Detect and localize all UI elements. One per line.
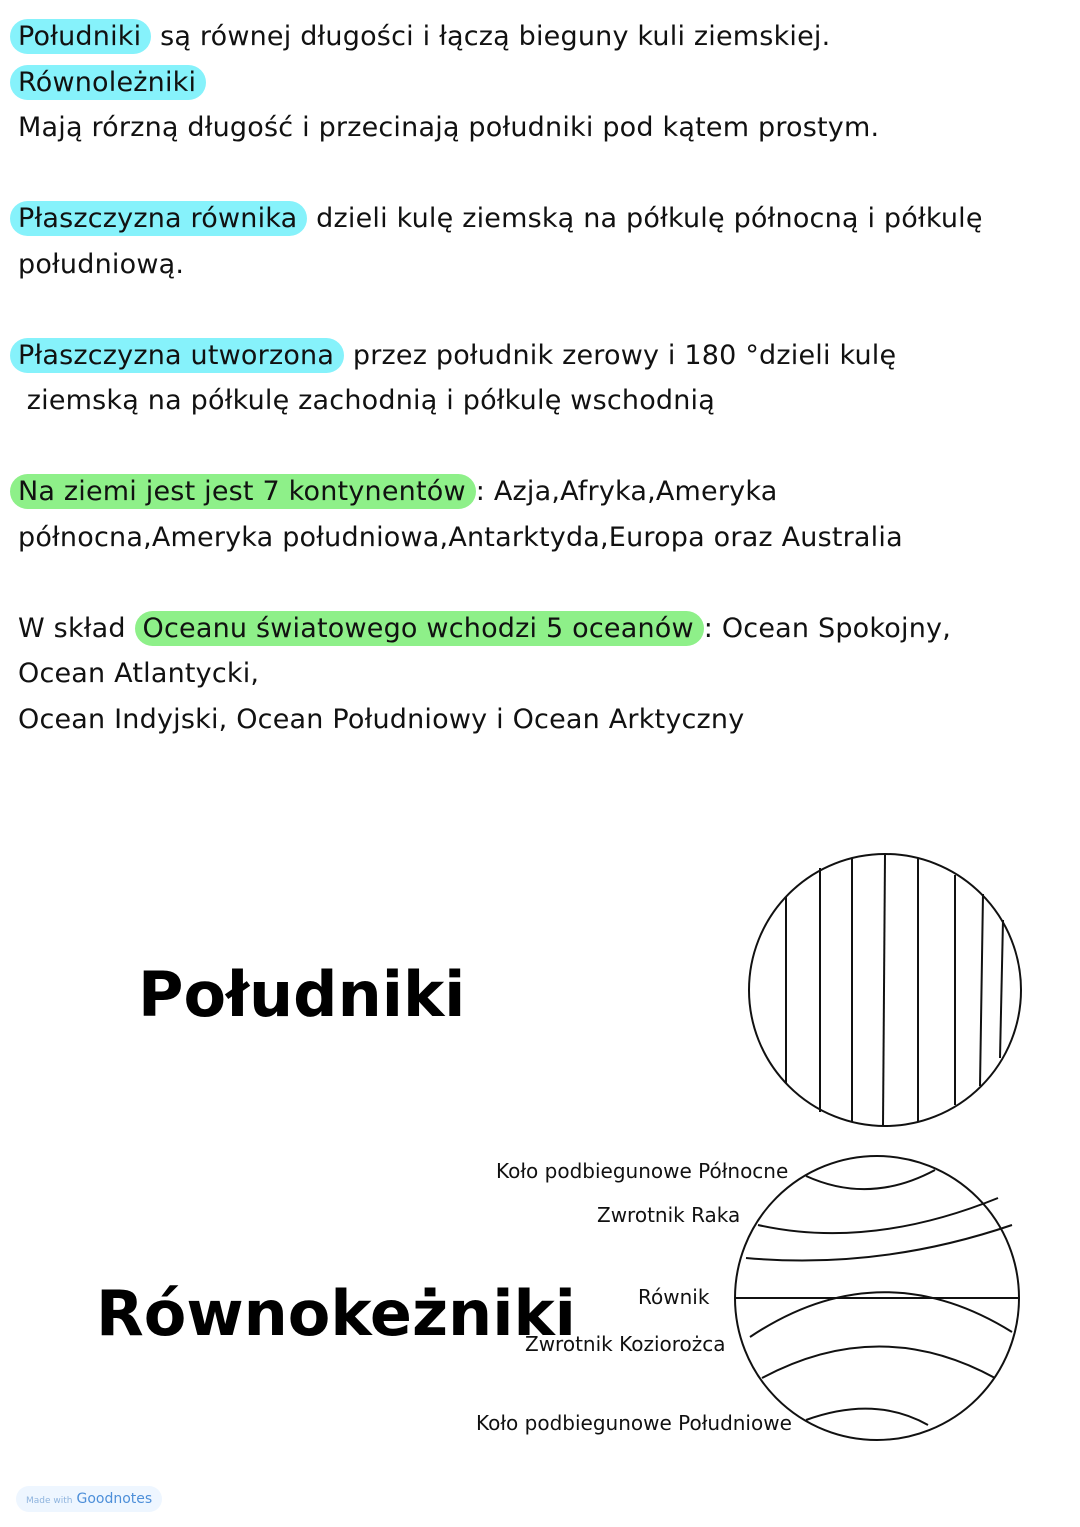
highlight-term: Płaszczyzna równika: [10, 201, 307, 236]
antarctic-circle-line: [806, 1409, 928, 1425]
label-antarctic-circle: Koło podbiegunowe Południowe: [476, 1411, 792, 1435]
text: : Azja,Afryka,Ameryka: [475, 476, 778, 507]
parallels-title: Równokeżniki: [96, 1277, 576, 1350]
tropic-capricorn-line-2: [762, 1347, 995, 1379]
badge-brand-text: Goodnotes: [76, 1491, 153, 1507]
meridians-globe: [749, 854, 1021, 1126]
text: W skład: [18, 612, 135, 644]
tropic-cancer-line: [758, 1198, 998, 1233]
label-arctic-circle: Koło podbiegunowe Północne: [496, 1159, 789, 1183]
highlight-term: Równoleżniki: [10, 65, 206, 100]
label-tropic-cancer: Zwrotnik Raka: [597, 1203, 741, 1227]
parallels-globe: [735, 1156, 1019, 1440]
highlight-term: Płaszczyzna utworzona: [10, 338, 344, 373]
goodnotes-badge: [16, 1486, 162, 1512]
line: Ocean Atlantycki,: [18, 658, 260, 689]
highlight-term: Południki: [10, 19, 151, 54]
text: przez południk zerowy i 180 °dzieli kulę: [344, 339, 897, 371]
text: : Ocean Spokojny,: [703, 612, 951, 644]
line: północna,Ameryka południowa,Antarktyda,Europa oraz Australia: [18, 521, 903, 553]
label-equator: Równik: [638, 1285, 710, 1309]
label-tropic-capricorn: Zwrotnik Koziorożca: [525, 1332, 726, 1356]
line: południową.: [18, 248, 185, 280]
meridian-line: [980, 894, 983, 1086]
line: Ocean Indyjski, Ocean Południowy i Ocean Arktyczny: [18, 703, 745, 735]
meridian-line: [1000, 920, 1003, 1058]
text: są równej długości i łączą bieguny kuli ziemskiej.: [151, 21, 831, 52]
meridian-line: [883, 854, 885, 1126]
highlight-term: Oceanu światowego wchodzi 5 oceanów: [135, 611, 704, 646]
line: ziemską na półkulę zachodnią i półkulę wschodnią: [18, 385, 716, 416]
text: dzieli kulę ziemską na półkulę północną i półkulę: [307, 203, 983, 234]
arctic-circle-line: [806, 1170, 935, 1189]
badge-small-text: Made with: [26, 1496, 73, 1506]
meridians-title: Południki: [138, 958, 466, 1031]
line: Mają rórzną długość i przecinają południki pod kątem prostym.: [18, 112, 880, 143]
highlight-term: Na ziemi jest jest 7 kontynentów: [10, 474, 476, 509]
